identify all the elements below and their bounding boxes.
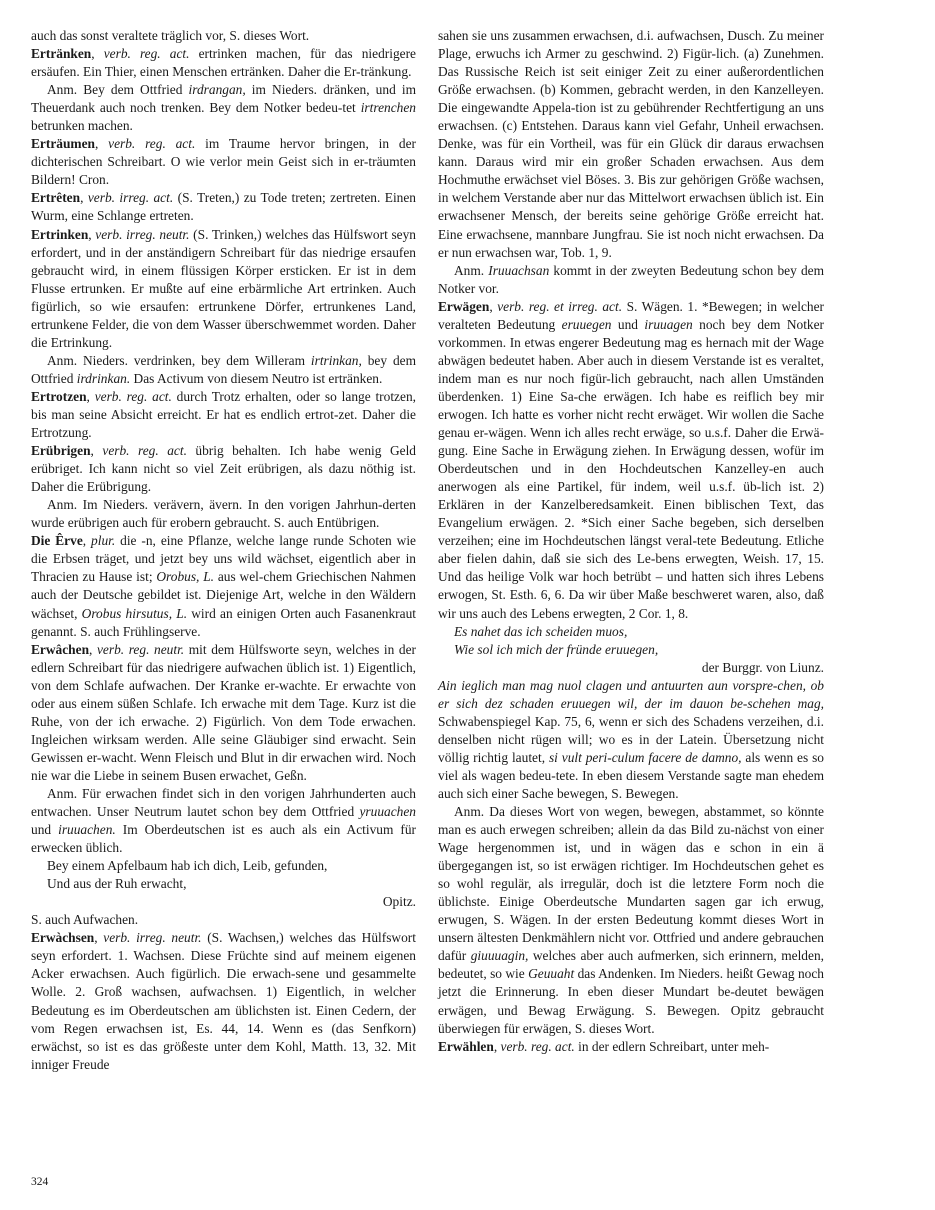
- dictionary-entry: [31, 911, 416, 929]
- grammar-label: verb. reg. et irreg. act.: [497, 298, 623, 314]
- headword: Ertrêten: [31, 190, 81, 206]
- italic-text: Orobus hirsutus, L.: [81, 605, 188, 621]
- entry-text: auch das sonst veraltete träglich vor, S. dieses Wort.: [31, 28, 310, 43]
- italic-text: irtrenchen: [360, 100, 416, 116]
- dictionary-entry: [438, 1038, 824, 1056]
- dictionary-entry: [438, 27, 824, 262]
- entry-text: ,: [86, 388, 95, 404]
- headword: Erträumen: [31, 136, 95, 152]
- verse-line: [438, 641, 824, 659]
- entry-text: ertrinken machen, für das niedrigere ersäufen. Ein Thier, einen Menschen ertränken. Daher die Er-tränkung.: [31, 46, 417, 80]
- headword: Die Êrve: [31, 533, 83, 549]
- entry-text: ,: [88, 226, 96, 242]
- entry-text: welches aber auch aufmerken, sich erinnern, melden, bedeutet, so wie: [438, 948, 824, 982]
- citation-source: [438, 659, 824, 677]
- entry-text: Anm. Für erwachen findet sich in den vorigen Jahrhunderten auch entwachen. Unser Neutrum lautet schon bey dem Ottfried: [31, 785, 416, 820]
- entry-text: ,: [90, 443, 103, 459]
- dictionary-entry: [31, 226, 416, 352]
- grammar-label: verb. reg. act.: [500, 1038, 575, 1054]
- grammar-label: verb. reg. act.: [103, 46, 190, 62]
- entry-text: ,: [493, 1038, 501, 1054]
- headword: Erwàchsen: [31, 930, 95, 946]
- italic-text: Geuuaht: [528, 966, 575, 982]
- entry-text: Anm. Bey dem Ottfried: [47, 82, 189, 98]
- entry-text: aus wel-chem Griechischen Nahmen auch der Deutsche gebildet ist. Diejenige Art, welche in den Wäldern wächset,: [31, 569, 416, 621]
- italic-text: irdrangan,: [188, 82, 246, 98]
- italic-text: irdrinkan.: [76, 370, 131, 386]
- entry-text: ,: [80, 190, 88, 206]
- headword: Erwählen: [438, 1038, 494, 1054]
- dictionary-entry: [31, 532, 416, 640]
- entry-text: wird an einigen Orten auch Fasanenkraut genannt. S. auch Frühlingserve.: [31, 605, 416, 639]
- entry-text: und: [611, 316, 645, 332]
- dictionary-entry: [31, 45, 416, 81]
- page-number: 324: [31, 1176, 49, 1188]
- entry-text: betrunken machen.: [31, 118, 133, 134]
- entry-text: ,: [94, 136, 109, 152]
- entry-text: sahen sie uns zusammen erwachsen, d.i. aufwachsen, Dusch. Zu meiner Plage, erwuchs ich Armer zu geschwind. 2) Figür-lich. (a) Zunehmen. Das Russische Reich ist seit einiger Zeit zu einer außerordentlichen Größe erwachsen. (b) Kommen, gebracht werden, in den Kanzelleyen. Die eingewandte Appela-tion ist zu gebührender Rechtfertigung an uns erwachsen. (c) Entstehen. Daraus kann viel Gefahr, Unheil erwachsen. Denke, was für ein Vortheil, was für ein Glück dir daraus erwachsen kann. Daraus wird mir ein großer Schaden erwachsen. Aus dem Hochmuthe erwächset viel Böses. 3. Bis zur gehörigen Größe wachsen, in welchem Verstande aber nur das Mittelwort erwachsen üblich ist. Ein erwachsener Mensch, der bereits seine gehörige Größe erreicht hat. Eine erwachsene, mannbare Jungfrau. Sie ist noch nicht erwachsen. Da er nun erwachsen war, Tob. 1, 9.: [438, 28, 824, 260]
- grammar-label: verb. reg. neutr.: [96, 641, 185, 657]
- headword: Erübrigen: [31, 443, 91, 459]
- entry-text: S. auch Aufwachen.: [31, 912, 139, 928]
- entry-text: durch Trotz erhalten, oder so lange trotzen, bis man seine Absicht erreicht. Er hat es endlich ertrot-zet. Daher die Ertrotzung.: [31, 388, 416, 441]
- annotation-paragraph: [438, 803, 824, 1038]
- dictionary-entry: [438, 677, 824, 803]
- italic-text: irtrinkan,: [310, 352, 362, 368]
- italic-text: si vult peri-culum facere de damno,: [548, 749, 742, 765]
- annotation-paragraph: [31, 352, 416, 388]
- dictionary-entry: [31, 135, 416, 189]
- verse-line: [31, 857, 416, 875]
- entry-text: mit dem Hülfsworte seyn, welches in der edlern Schreibart für das niedrigere aufwachen üblich ist. 1) Eigentlich, von dem Schlafe aufwachen. Der Kranke er-wachte. Er erwachte von oder aus einem süßen Schlafe. Ich erwache mit dem Tage. Kurz ist die Ruhe, von der ich erwache. 2) Figürlich. Von dem Tode erwachen. Ingleichen wirksam werden. Alle seine Gläubiger sind erwacht. Sein Gewissen er-wacht. Wenn Fleisch und Blut in dir erwachen wird. Noch nie war die Liebe in seinem Busen erwachet, Geßn.: [31, 641, 417, 783]
- entry-text: S. Wägen. 1. *Bewegen; in welcher veralteten Bedeutung: [438, 298, 824, 332]
- annotation-paragraph: [31, 496, 416, 532]
- italic-text: iruuagen: [644, 316, 693, 332]
- entry-text: Im Oberdeutschen ist es auch als ein Activum für erwecken üblich.: [31, 822, 416, 856]
- verse-line: [438, 623, 824, 641]
- grammar-label: verb. irreg. neutr.: [103, 930, 202, 946]
- dictionary-entry: [31, 929, 416, 1073]
- entry-text: kommt in der zweyten Bedeutung schon bey dem Notker vor.: [438, 262, 824, 296]
- entry-text: Das Activum von diesem Neutro ist ertränken.: [130, 370, 383, 386]
- grammar-label: plur.: [91, 533, 116, 549]
- dictionary-entry: [31, 189, 416, 225]
- entry-text: Anm. Im Nieders. verävern, ävern. In den vorigen Jahrhun-derten wurde erübrigen auch für erobern gebraucht. S. auch Entübrigen.: [31, 497, 416, 531]
- grammar-label: verb. irreg. act.: [87, 190, 174, 206]
- entry-text: und: [31, 822, 59, 838]
- entry-text: Anm.: [454, 262, 489, 278]
- grammar-label: verb. reg. act.: [102, 443, 187, 459]
- entry-text: ,: [82, 533, 92, 549]
- entry-text: bey dem Ottfried: [31, 352, 416, 386]
- headword: Ertränken: [31, 46, 92, 62]
- entry-text: in der edlern Schreibart, unter meh-: [574, 1038, 770, 1054]
- entry-text: Opitz.: [382, 894, 416, 910]
- italic-text: Iruuachsan: [488, 262, 550, 278]
- entry-text: Anm. Nieders. verdrinken, bey dem Willeram: [47, 352, 311, 368]
- grammar-label: verb. irreg. neutr.: [95, 226, 190, 242]
- headword: Erwägen: [438, 298, 490, 314]
- entry-text: übrig behalten. Ich habe wenig Geld erübriget. Ich kann nicht so viel Zeit erübrigen, als dazu nöthig ist. Daher die Erübrigung.: [31, 443, 416, 495]
- dictionary-entry: [31, 442, 416, 496]
- entry-text: Anm. Da dieses Wort von wegen, bewegen, abstammet, so könnte man es auch erwegen schreiben; allein da das Bild zu-nächst von einer Wage hergenommen ist, und in wägen das e schon in ein ä übergegangen ist, so ist erwägen richtiger. Im Hochdeutschen gehet es so wohl regulär, als irregulär, doch ist die letztere Form noch die üblichste. Einige Oberdeutsche Mundarten sagen gar ich erwug, erwugen, S. Wägen. In der ersten Bedeutung kommt dieses Wort in unsern ältesten Denkmählern nicht vor. Ottfried und andere gebrauchen dafür: [438, 804, 824, 964]
- entry-text: als wenn es so viel als wagen bedeu-tete. In eben diesem Verstande sagte man ehedem auch sich einer Sache bewegen, S. Bewegen.: [438, 749, 824, 801]
- entry-text: ,: [489, 298, 498, 314]
- entry-text: (S. Trinken,) welches das Hülfswort seyn erfordert, und in der anständigern Schreibart für das niedrige ersaufen gebraucht wird, in einem flüssigen Körper ersticken. Er ist in dem Flusse ertrunken. Er mußte auf eine erbärmliche Art ertrinken. Auch figürlich, so wie ersaufen: ertrunkene Dörfer, ertrunkenes Land, ertrunkene Felder, die von dem Wasser überschwemmet worden. Daher die Ertrinkung.: [31, 226, 416, 350]
- entry-text: (S. Wachsen,) welches das Hülfswort seyn erfordert. 1. Wachsen. Diese Früchte sind auf meinem eigenen Acker erwachsen. Auch figürlich. Die erwach-sene und gesammelte Wolle. 2. Groß wachsen, aufwachsen. 1) Eigentlich, in welcher Bedeutung es im Oberdeutschen am üblichsten ist. Einen Cedern, der vom Regen erwachsen ist, Es. 44, 14. Wenn es (das Senfkorn) erwächst, so ist es das größeste unter dem Kohl, Matth. 13, 32. Mit inniger Freude: [31, 930, 416, 1072]
- headword: Ertrinken: [31, 226, 89, 242]
- italic-text: iruuachen.: [58, 822, 116, 838]
- dictionary-entry: [31, 641, 416, 785]
- italic-text: eruuegen: [561, 316, 612, 332]
- entry-text: (S. Treten,) zu Tode treten; zertreten. Einen Wurm, eine Schlange ertreten.: [31, 190, 416, 224]
- annotation-paragraph: [31, 785, 416, 857]
- dictionary-entry: [31, 27, 416, 45]
- entry-text: im Traume hervor bringen, in der dichterischen Schreibart. O wie verlor mein Geist sich in er-träumten Bildern! Cron.: [31, 136, 416, 188]
- headword: Erwâchen: [31, 641, 90, 657]
- entry-text: Bey einem Apfelbaum hab ich dich, Leib, gefunden,: [47, 858, 328, 874]
- entry-text: im Nieders. dränken, und im Theuerdank auch noch trenken. Bey dem Notker bedeu-tet: [31, 82, 416, 116]
- annotation-paragraph: [438, 262, 824, 298]
- entry-text: Schwabenspiegel Kap. 75, 6, wenn er sich des Schadens verzeihen, d.i. denselben nicht rügen will; wo es in der Latein. Übersetzung nicht völlig richtig lautet,: [438, 713, 824, 765]
- entry-text: das Andenken. Im Nieders. heißt Gewag noch jetzt die Erinnerung. In eben dieser Mundart be-deutet bewägen erwägen, und Bewag Erwägung. S. Bewegen. Opitz gebraucht überwiegen für erwägen, S. dieses Wort.: [438, 966, 824, 1036]
- left-column: [31, 27, 416, 1074]
- entry-text: ,: [94, 930, 104, 946]
- entry-text: Und aus der Ruh erwacht,: [47, 876, 187, 892]
- italic-text: Ain ieglich man mag nuol clagen und antuurten aun vorspre-chen, ob er sich dez schaden eruuegen wil, der im dauon be-schehen mag,: [438, 677, 824, 711]
- annotation-paragraph: [31, 81, 416, 135]
- entry-text: der Burggr. von Liunz.: [701, 659, 824, 675]
- headword: Ertrotzen: [31, 388, 87, 404]
- entry-text: die -n, eine Pflanze, welche lange runde Schoten wie die Erbsen träget, und jetzt bey uns wild wächset, eigentlich aber in Thracien zu Hause ist;: [31, 533, 416, 585]
- entry-text: ,: [91, 46, 104, 62]
- italic-text: giuuuagin,: [470, 948, 529, 964]
- right-column: [438, 27, 824, 1056]
- entry-text: noch bey dem Notker vorkommen. In etwas engerer Bedeutung mag es hernach mit der Wage abwägen bedeutet haben. Aber auch in diesem Verstande ist es veraltet, indem man es nur noch figür-lich gebraucht, nach allen Umständen überdenken. 1) Eine Sa-che erwägen. Ich habe es reiflich bey mir erwogen. Ich hatte es vorher nicht recht erwäget. Wir wollen die Sache genau er-wägen. Wenn ich alles recht erwäge, so u.s.f. Daher die Erwä-gung. Eine Sache in Erwägung ziehen. In Erwägung dessen, wofür im Oberdeutschen und in den Hochdeutschen Kanzelley-en auch anerwogen als eine Partikel, für indem, weil u.s.f. üb-lich ist. 2) Erklären in der Kanzelberedsamkeit. Einen biblischen Text, das Evangelium erwägen. 2. *Sich einer Sache begeben, sich derselben verzeihen; eine im Hochdeutschen längst veral-tete Bedeutung. Etliche aber fielen dahin, daß sie sich des Le-bens erwegten, Weish. 17, 15. Und das heilige Volk war hoch betrübt – und hatten sich ihres Lebens erwogen, St. Esth. 6, 6. Da wir über Maße beschweret waren, also, daß wir uns auch des Lebens erwegten, 2 Cor. 1, 8.: [438, 316, 825, 621]
- italic-text: yruuachen: [359, 804, 416, 820]
- italic-text: Orobus, L.: [156, 569, 215, 585]
- grammar-label: verb. reg. act.: [108, 136, 196, 152]
- dictionary-entry: [438, 298, 824, 623]
- dictionary-entry: [31, 388, 416, 442]
- citation-source: [31, 893, 416, 911]
- grammar-label: verb. reg. act.: [94, 388, 172, 404]
- verse-line: [31, 875, 416, 893]
- entry-text: ,: [89, 641, 97, 657]
- entry-text: Wie sol ich mich der fründe eruuegen,: [454, 641, 659, 657]
- entry-text: Es nahet das ich scheiden muos,: [454, 623, 628, 639]
